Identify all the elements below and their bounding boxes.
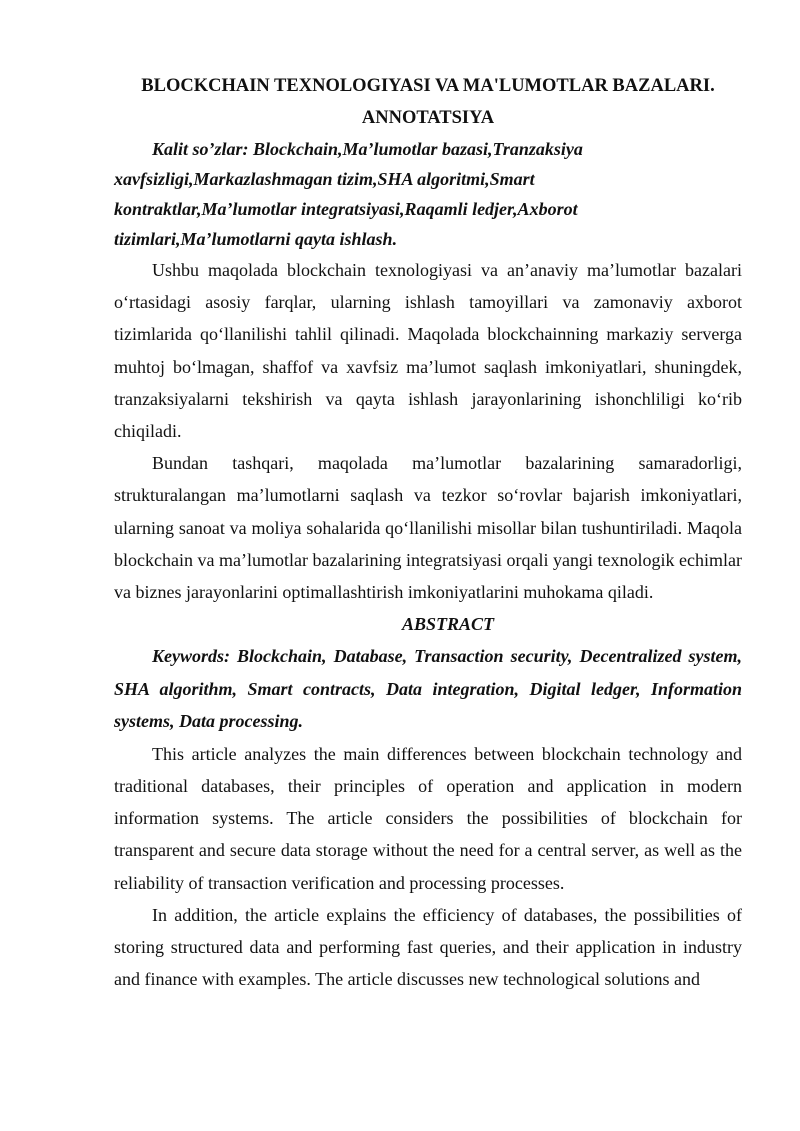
annotation-paragraph-2: Bundan tashqari, maqolada ma’lumotlar bazalarining samaradorligi, strukturalangan ma’lumotlarni saqlash va tezkor so‘rovlar bajarish imkoniyatlari, ularning sanoat va moliya sohalarida qo‘llanilishi misollar bilan tushuntiriladi. Maqola blockchain va ma’lumotlar bazalarining integratsiyasi orqali yangi texnologik echimlar va biznes jarayonlarini optimallashtirish imkoniyatlarini muhokama qiladi. <box>114 453 742 603</box>
abstract-heading: ABSTRACT <box>401 614 495 635</box>
keywords-english: Keywords: Blockchain, Database, Transaction security, Decentralized system, SHA algorithm, Smart contracts, Data integration, Digital ledger, Information systems, Data processing. <box>114 646 742 732</box>
abstract-paragraph-1: This article analyzes the main differences between blockchain technology and traditional databases, their principles of operation and application in modern information systems. The article considers the possibilities of blockchain for transparent and secure data storage without the need for a central server, as well as the reliability of transaction verification and processing processes. <box>114 743 742 893</box>
article-title: BLOCKCHAIN TEXNOLOGIYASI VA MA'LUMOTLAR BAZALARI. <box>141 76 715 96</box>
keywords-uzbek: Kalit so’zlar: Blockchain,Ma’lumotlar bazasi,Tranzaksiya xavfsizligi,Markazlashmagan tizim,SHA algoritmi,Smart kontraktlar,Ma’lumotlar integratsiyasi,Raqamli ledjer,Axborot tizimlari,Ma’lumotlarni qayta ishlash. <box>114 139 583 249</box>
annotation-heading: ANNOTATSIYA <box>361 108 495 128</box>
annotation-paragraph-1: Ushbu maqolada blockchain texnologiyasi va an’anaviy ma’lumotlar bazalari o‘rtasidagi asosiy farqlar, ularning ishlash tamoyillari va zamonaviy axborot tizimlarida qo‘llanilishi tahlil qilinadi. Maqolada blockchainning markaziy serverga muhtoj bo‘lmagan, shaffof va xavfsiz ma’lumot saqlash imkoniyatlari, shuningdek, tranzaksiyalarni tekshirish va qayta ishlash jarayonlarining ishonchliligi ko‘rib chiqiladi. <box>114 260 742 442</box>
abstract-paragraph-2: In addition, the article explains the efficiency of databases, the possibilities of storing structured data and performing fast queries, and their application in industry and finance with examples. The article discusses new technological solutions and <box>114 904 742 990</box>
document-page <box>114 70 742 995</box>
